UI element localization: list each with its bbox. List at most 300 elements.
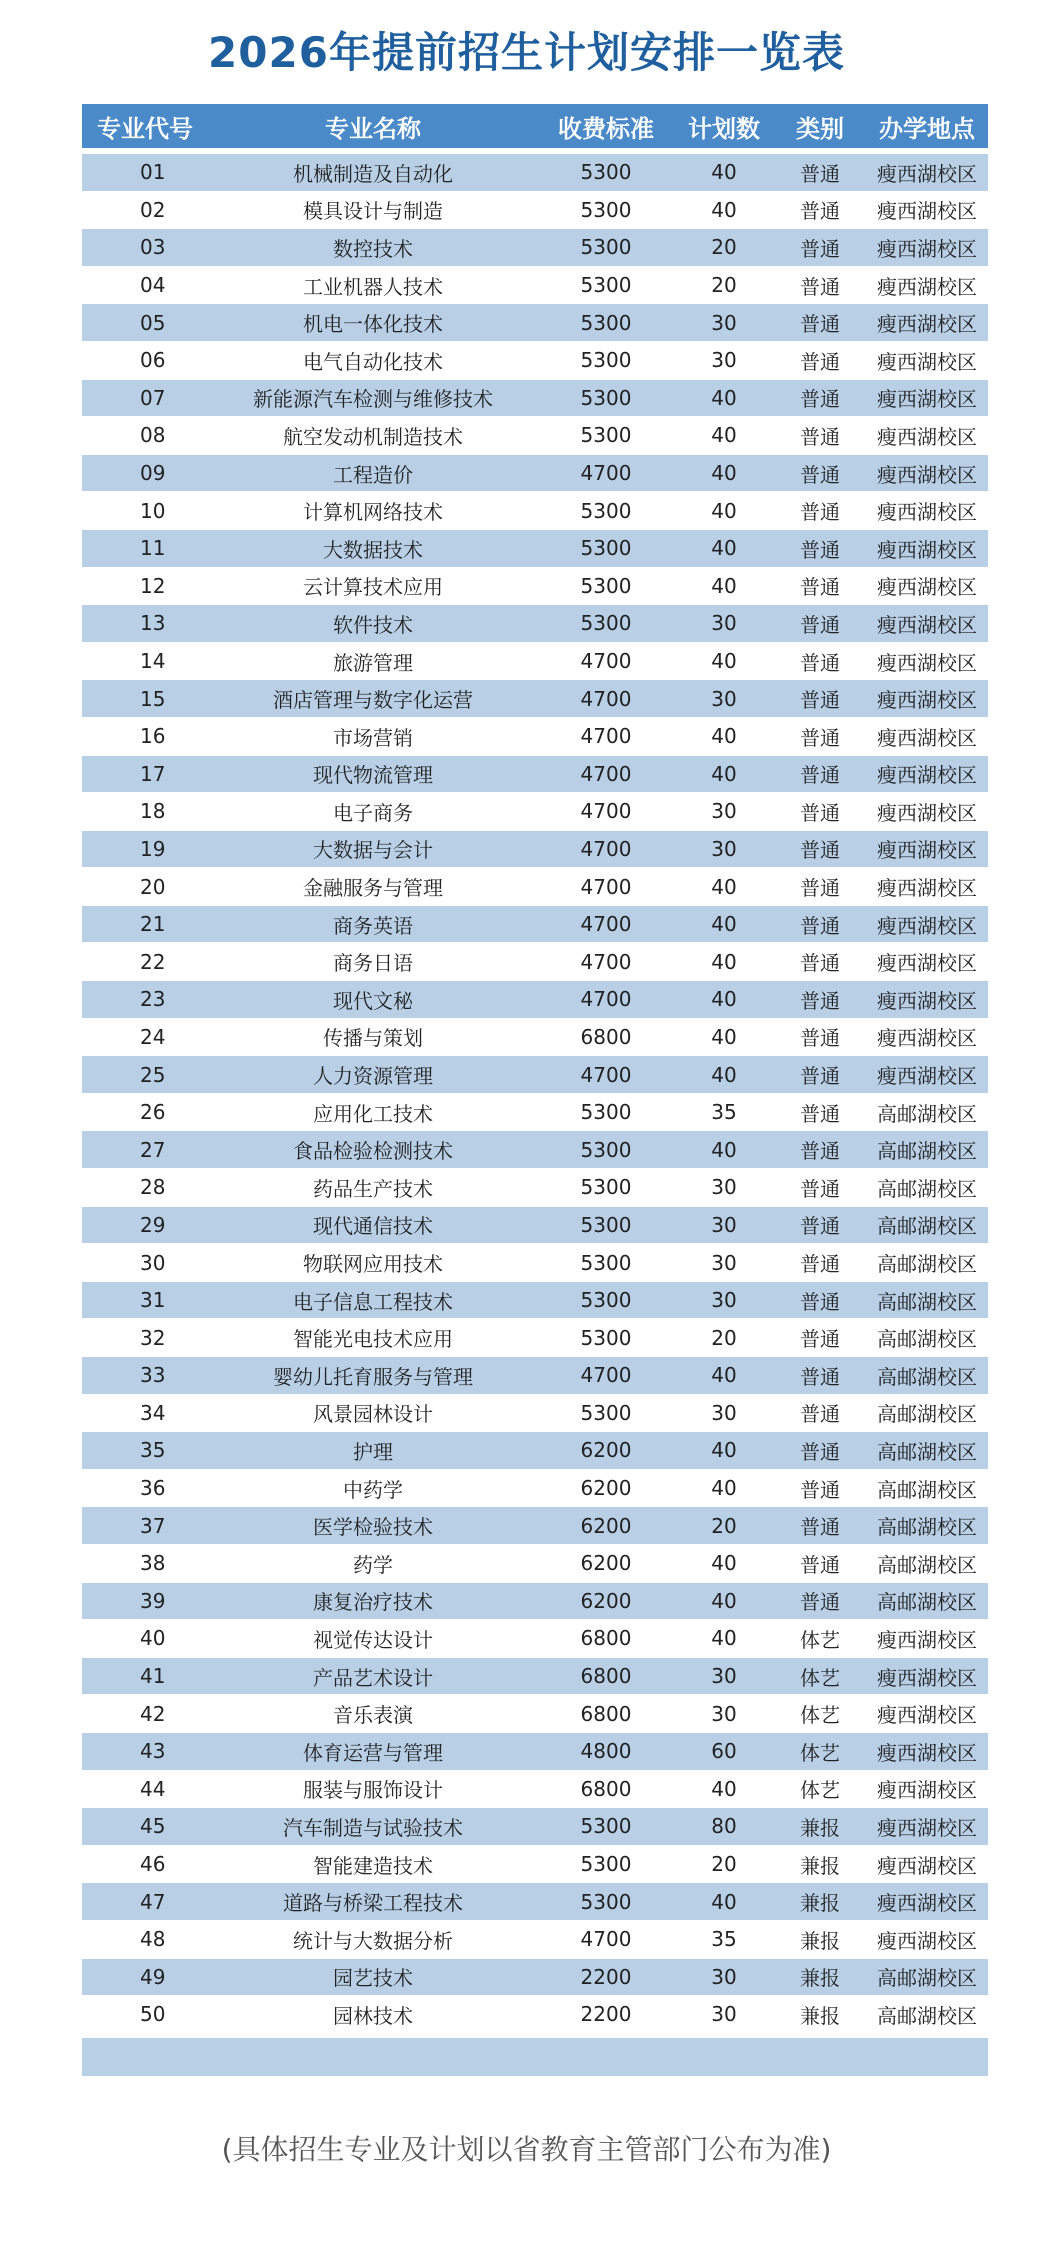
cell-category: 普通	[800, 349, 840, 374]
cell-campus: 瘦西湖校区	[877, 612, 977, 637]
cell-campus: 高邮湖校区	[877, 1139, 977, 1164]
cell-campus: 高邮湖校区	[877, 1327, 977, 1352]
cell-plan-count: 40	[711, 385, 737, 410]
cell-category: 普通	[800, 988, 840, 1013]
cell-fee: 5300	[580, 1250, 632, 1275]
cell-campus: 瘦西湖校区	[877, 161, 977, 186]
cell-major-code: 03	[140, 235, 166, 260]
cell-fee: 5300	[580, 1212, 632, 1237]
cell-plan-count: 40	[711, 461, 737, 486]
cell-major-name: 商务英语	[333, 913, 413, 938]
header-plan-count: 计划数	[688, 114, 760, 143]
cell-category: 普通	[800, 725, 840, 750]
cell-fee: 4700	[580, 949, 632, 974]
cell-category: 普通	[800, 312, 840, 337]
cell-major-name: 电气自动化技术	[303, 349, 443, 374]
cell-fee: 4700	[580, 987, 632, 1012]
cell-plan-count: 40	[711, 724, 737, 749]
cell-fee: 5300	[580, 498, 632, 523]
cell-major-code: 21	[140, 912, 166, 937]
cell-major-name: 婴幼儿托育服务与管理	[273, 1364, 473, 1389]
cell-fee: 6800	[580, 1701, 632, 1726]
cell-fee: 5300	[580, 1325, 632, 1350]
cell-major-name: 视觉传达设计	[313, 1627, 433, 1652]
cell-campus: 高邮湖校区	[877, 1966, 977, 1991]
table-row	[82, 530, 988, 568]
cell-major-name: 音乐表演	[333, 1703, 413, 1728]
cell-major-name: 产品艺术设计	[313, 1665, 433, 1690]
cell-major-code: 46	[140, 1852, 166, 1877]
cell-major-name: 中药学	[343, 1477, 403, 1502]
cell-category: 体艺	[800, 1740, 840, 1765]
table-row	[82, 304, 988, 342]
cell-major-name: 计算机网络技术	[303, 500, 443, 525]
cell-plan-count: 30	[711, 1212, 737, 1237]
cell-fee: 4700	[580, 686, 632, 711]
table-row	[82, 1282, 988, 1320]
table-row	[82, 342, 988, 380]
cell-campus: 高邮湖校区	[877, 1364, 977, 1389]
table-row	[82, 831, 988, 869]
cell-fee: 6200	[580, 1551, 632, 1576]
cell-major-name: 工业机器人技术	[303, 274, 443, 299]
cell-major-name: 酒店管理与数字化运营	[273, 688, 473, 713]
cell-category: 普通	[800, 1515, 840, 1540]
cell-major-name: 软件技术	[333, 612, 413, 637]
cell-major-code: 49	[140, 1964, 166, 1989]
cell-category: 普通	[800, 650, 840, 675]
table-row	[82, 1244, 988, 1282]
cell-plan-count: 40	[711, 1024, 737, 1049]
cell-category: 普通	[800, 575, 840, 600]
cell-fee: 5300	[580, 235, 632, 260]
cell-major-name: 现代文秘	[333, 988, 413, 1013]
cell-category: 体艺	[800, 1778, 840, 1803]
cell-category: 兼报	[800, 1928, 840, 1953]
table-row	[82, 1207, 988, 1245]
cell-major-name: 智能建造技术	[313, 1853, 433, 1878]
cell-fee: 5300	[580, 1175, 632, 1200]
table-row	[82, 1545, 988, 1583]
cell-major-name: 服装与服饰设计	[303, 1778, 443, 1803]
cell-major-name: 市场营销	[333, 725, 413, 750]
cell-plan-count: 20	[711, 1325, 737, 1350]
cell-plan-count: 20	[711, 1513, 737, 1538]
cell-plan-count: 40	[711, 1363, 737, 1388]
cell-category: 普通	[800, 537, 840, 562]
cell-campus: 瘦西湖校区	[877, 688, 977, 713]
cell-campus: 瘦西湖校区	[877, 913, 977, 938]
cell-plan-count: 40	[711, 498, 737, 523]
cell-fee: 4700	[580, 874, 632, 899]
table-row	[82, 492, 988, 530]
cell-major-code: 11	[140, 536, 166, 561]
table-row	[82, 154, 988, 192]
cell-plan-count: 40	[711, 874, 737, 899]
cell-campus: 高邮湖校区	[877, 1439, 977, 1464]
cell-fee: 4700	[580, 649, 632, 674]
cell-campus: 瘦西湖校区	[877, 650, 977, 675]
table-row	[82, 680, 988, 718]
cell-plan-count: 40	[711, 1889, 737, 1914]
cell-plan-count: 40	[711, 761, 737, 786]
table-row	[82, 1658, 988, 1696]
cell-category: 普通	[800, 688, 840, 713]
cell-campus: 瘦西湖校区	[877, 1778, 977, 1803]
cell-campus: 瘦西湖校区	[877, 800, 977, 825]
cell-major-code: 33	[140, 1363, 166, 1388]
cell-category: 普通	[800, 274, 840, 299]
enrollment-plan-table	[82, 104, 988, 2076]
cell-plan-count: 20	[711, 235, 737, 260]
cell-plan-count: 30	[711, 686, 737, 711]
table-row	[82, 267, 988, 305]
cell-plan-count: 40	[711, 1626, 737, 1651]
cell-plan-count: 30	[711, 1250, 737, 1275]
cell-major-code: 06	[140, 348, 166, 373]
cell-campus: 瘦西湖校区	[877, 988, 977, 1013]
cell-major-code: 47	[140, 1889, 166, 1914]
cell-major-code: 43	[140, 1739, 166, 1764]
table-row	[82, 605, 988, 643]
cell-category: 普通	[800, 1026, 840, 1051]
table-row	[82, 1620, 988, 1658]
cell-plan-count: 60	[711, 1739, 737, 1764]
cell-major-name: 体育运营与管理	[303, 1740, 443, 1765]
table-row	[82, 718, 988, 756]
cell-plan-count: 20	[711, 273, 737, 298]
cell-fee: 5300	[580, 310, 632, 335]
cell-category: 兼报	[800, 1891, 840, 1916]
cell-fee: 6800	[580, 1024, 632, 1049]
cell-fee: 6800	[580, 1664, 632, 1689]
cell-major-code: 42	[140, 1701, 166, 1726]
cell-plan-count: 40	[711, 1776, 737, 1801]
cell-major-code: 45	[140, 1814, 166, 1839]
cell-fee: 5300	[580, 423, 632, 448]
header-category: 类别	[796, 114, 844, 143]
cell-plan-count: 35	[711, 1927, 737, 1952]
table-body	[82, 148, 988, 2034]
cell-major-name: 云计算技术应用	[303, 575, 443, 600]
cell-major-code: 08	[140, 423, 166, 448]
cell-plan-count: 30	[711, 799, 737, 824]
cell-plan-count: 30	[711, 1964, 737, 1989]
cell-major-name: 风景园林设计	[313, 1402, 433, 1427]
cell-category: 普通	[800, 1439, 840, 1464]
cell-fee: 5300	[580, 348, 632, 373]
cell-fee: 5300	[580, 197, 632, 222]
cell-campus: 高邮湖校区	[877, 1289, 977, 1314]
table-row	[82, 1432, 988, 1470]
table-row	[82, 1808, 988, 1846]
cell-campus: 瘦西湖校区	[877, 537, 977, 562]
cell-major-name: 大数据技术	[323, 537, 423, 562]
cell-major-code: 32	[140, 1325, 166, 1350]
table-row	[82, 643, 988, 681]
table-row	[82, 380, 988, 418]
cell-major-code: 48	[140, 1927, 166, 1952]
cell-category: 体艺	[800, 1665, 840, 1690]
cell-plan-count: 40	[711, 1137, 737, 1162]
cell-category: 普通	[800, 387, 840, 412]
cell-plan-count: 40	[711, 649, 737, 674]
table-row	[82, 192, 988, 230]
cell-campus: 瘦西湖校区	[877, 1064, 977, 1089]
cell-plan-count: 30	[711, 1400, 737, 1425]
cell-category: 普通	[800, 1101, 840, 1126]
cell-fee: 5300	[580, 573, 632, 598]
cell-major-name: 传播与策划	[323, 1026, 423, 1051]
cell-category: 普通	[800, 236, 840, 261]
cell-fee: 4700	[580, 799, 632, 824]
cell-plan-count: 40	[711, 912, 737, 937]
cell-major-name: 模具设计与制造	[303, 199, 443, 224]
table-row	[82, 1695, 988, 1733]
cell-major-code: 31	[140, 1288, 166, 1313]
table-row	[82, 756, 988, 794]
cell-campus: 瘦西湖校区	[877, 1853, 977, 1878]
cell-campus: 高邮湖校区	[877, 1101, 977, 1126]
cell-major-name: 统计与大数据分析	[293, 1928, 453, 1953]
cell-major-code: 24	[140, 1024, 166, 1049]
cell-major-code: 16	[140, 724, 166, 749]
cell-major-name: 机械制造及自动化	[293, 161, 453, 186]
table-row	[82, 1921, 988, 1959]
cell-major-name: 园艺技术	[333, 1966, 413, 1991]
cell-campus: 瘦西湖校区	[877, 1627, 977, 1652]
cell-category: 兼报	[800, 1815, 840, 1840]
cell-major-code: 04	[140, 273, 166, 298]
cell-major-code: 39	[140, 1588, 166, 1613]
cell-campus: 瘦西湖校区	[877, 199, 977, 224]
table-row	[82, 1056, 988, 1094]
cell-plan-count: 30	[711, 611, 737, 636]
cell-campus: 高邮湖校区	[877, 1214, 977, 1239]
table-row	[82, 1733, 988, 1771]
cell-major-code: 02	[140, 197, 166, 222]
cell-major-name: 大数据与会计	[313, 838, 433, 863]
cell-major-code: 35	[140, 1438, 166, 1463]
cell-plan-count: 30	[711, 2002, 737, 2027]
cell-major-name: 机电一体化技术	[303, 312, 443, 337]
cell-major-code: 38	[140, 1551, 166, 1576]
cell-fee: 6200	[580, 1513, 632, 1538]
cell-major-name: 电子信息工程技术	[293, 1289, 453, 1314]
cell-category: 普通	[800, 1552, 840, 1577]
cell-major-name: 现代通信技术	[313, 1214, 433, 1239]
cell-category: 普通	[800, 800, 840, 825]
cell-fee: 5300	[580, 1889, 632, 1914]
cell-plan-count: 30	[711, 1288, 737, 1313]
header-campus: 办学地点	[879, 114, 975, 143]
cell-category: 普通	[800, 161, 840, 186]
cell-campus: 瘦西湖校区	[877, 1026, 977, 1051]
footnote: (具体招生专业及计划以省教育主管部门公布为准)	[221, 2133, 832, 2166]
cell-plan-count: 40	[711, 1062, 737, 1087]
cell-campus: 瘦西湖校区	[877, 312, 977, 337]
cell-major-code: 30	[140, 1250, 166, 1275]
header-fee: 收费标准	[558, 114, 654, 143]
table-row	[82, 1131, 988, 1169]
cell-plan-count: 40	[711, 1551, 737, 1576]
cell-major-code: 37	[140, 1513, 166, 1538]
cell-category: 普通	[800, 500, 840, 525]
cell-plan-count: 40	[711, 1438, 737, 1463]
cell-category: 普通	[800, 838, 840, 863]
cell-fee: 6800	[580, 1626, 632, 1651]
cell-campus: 瘦西湖校区	[877, 763, 977, 788]
cell-fee: 6200	[580, 1476, 632, 1501]
cell-category: 普通	[800, 1364, 840, 1389]
cell-category: 普通	[800, 913, 840, 938]
cell-category: 普通	[800, 1139, 840, 1164]
cell-campus: 高邮湖校区	[877, 2003, 977, 2028]
cell-major-name: 药品生产技术	[313, 1176, 433, 1201]
cell-category: 普通	[800, 199, 840, 224]
cell-major-name: 康复治疗技术	[313, 1590, 433, 1615]
cell-campus: 瘦西湖校区	[877, 1703, 977, 1728]
cell-fee: 6200	[580, 1588, 632, 1613]
cell-major-name: 人力资源管理	[313, 1064, 433, 1089]
table-row	[82, 1169, 988, 1207]
cell-major-name: 电子商务	[333, 800, 413, 825]
cell-campus: 瘦西湖校区	[877, 1665, 977, 1690]
table-footer-band	[82, 2038, 988, 2076]
table-row	[82, 455, 988, 493]
cell-plan-count: 30	[711, 1664, 737, 1689]
cell-major-name: 现代物流管理	[313, 763, 433, 788]
cell-major-name: 航空发动机制造技术	[283, 424, 463, 449]
cell-major-code: 19	[140, 836, 166, 861]
cell-plan-count: 35	[711, 1100, 737, 1125]
cell-fee: 5300	[580, 611, 632, 636]
cell-fee: 5300	[580, 1100, 632, 1125]
cell-fee: 6800	[580, 1776, 632, 1801]
table-row	[82, 1959, 988, 1997]
cell-major-name: 金融服务与管理	[303, 876, 443, 901]
cell-plan-count: 40	[711, 1588, 737, 1613]
cell-campus: 瘦西湖校区	[877, 500, 977, 525]
cell-campus: 瘦西湖校区	[877, 387, 977, 412]
cell-major-name: 道路与桥梁工程技术	[283, 1891, 463, 1916]
table-row	[82, 1771, 988, 1809]
cell-fee: 4700	[580, 724, 632, 749]
cell-fee: 5300	[580, 536, 632, 561]
table-header	[82, 104, 988, 148]
cell-major-code: 50	[140, 2002, 166, 2027]
cell-major-name: 护理	[353, 1439, 393, 1464]
table-row	[82, 1583, 988, 1621]
cell-plan-count: 40	[711, 573, 737, 598]
page-title: 2026年提前招生计划安排一览表	[208, 28, 845, 77]
table-row	[82, 1357, 988, 1395]
cell-major-code: 01	[140, 160, 166, 185]
table-row	[82, 906, 988, 944]
cell-major-code: 17	[140, 761, 166, 786]
cell-plan-count: 40	[711, 423, 737, 448]
cell-major-code: 10	[140, 498, 166, 523]
header-major-name: 专业名称	[325, 114, 421, 143]
cell-major-name: 医学检验技术	[313, 1515, 433, 1540]
cell-category: 普通	[800, 1176, 840, 1201]
cell-campus: 高邮湖校区	[877, 1252, 977, 1277]
table-row	[82, 981, 988, 1019]
cell-fee: 5300	[580, 1852, 632, 1877]
table-row	[82, 1094, 988, 1132]
cell-fee: 6200	[580, 1438, 632, 1463]
cell-plan-count: 40	[711, 536, 737, 561]
cell-major-code: 18	[140, 799, 166, 824]
cell-campus: 高邮湖校区	[877, 1515, 977, 1540]
cell-plan-count: 30	[711, 348, 737, 373]
cell-category: 普通	[800, 424, 840, 449]
cell-campus: 高邮湖校区	[877, 1176, 977, 1201]
cell-campus: 瘦西湖校区	[877, 951, 977, 976]
cell-campus: 瘦西湖校区	[877, 274, 977, 299]
cell-campus: 瘦西湖校区	[877, 1928, 977, 1953]
cell-campus: 瘦西湖校区	[877, 575, 977, 600]
cell-major-name: 园林技术	[333, 2003, 413, 2028]
cell-plan-count: 80	[711, 1814, 737, 1839]
cell-campus: 瘦西湖校区	[877, 838, 977, 863]
cell-campus: 高邮湖校区	[877, 1590, 977, 1615]
cell-category: 普通	[800, 1402, 840, 1427]
cell-major-code: 12	[140, 573, 166, 598]
cell-fee: 5300	[580, 1400, 632, 1425]
cell-category: 兼报	[800, 2003, 840, 2028]
cell-fee: 5300	[580, 1814, 632, 1839]
cell-fee: 4700	[580, 912, 632, 937]
cell-fee: 2200	[580, 1964, 632, 1989]
table-row	[82, 1846, 988, 1884]
cell-fee: 5300	[580, 1137, 632, 1162]
cell-major-code: 36	[140, 1476, 166, 1501]
cell-category: 普通	[800, 1252, 840, 1277]
table-row	[82, 1996, 988, 2034]
cell-plan-count: 30	[711, 1701, 737, 1726]
cell-campus: 瘦西湖校区	[877, 876, 977, 901]
cell-category: 普通	[800, 1064, 840, 1089]
cell-major-code: 22	[140, 949, 166, 974]
cell-category: 兼报	[800, 1966, 840, 1991]
cell-major-name: 旅游管理	[333, 650, 413, 675]
cell-fee: 5300	[580, 160, 632, 185]
cell-plan-count: 30	[711, 310, 737, 335]
cell-campus: 瘦西湖校区	[877, 349, 977, 374]
cell-fee: 4700	[580, 1927, 632, 1952]
cell-category: 普通	[800, 612, 840, 637]
cell-plan-count: 40	[711, 160, 737, 185]
cell-major-name: 应用化工技术	[313, 1101, 433, 1126]
cell-fee: 4700	[580, 461, 632, 486]
cell-campus: 瘦西湖校区	[877, 725, 977, 750]
cell-major-name: 商务日语	[333, 951, 413, 976]
cell-major-name: 新能源汽车检测与维修技术	[253, 387, 493, 412]
cell-fee: 5300	[580, 385, 632, 410]
table-row	[82, 1395, 988, 1433]
cell-major-code: 28	[140, 1175, 166, 1200]
cell-major-code: 14	[140, 649, 166, 674]
cell-category: 兼报	[800, 1853, 840, 1878]
table-row	[82, 568, 988, 606]
cell-plan-count: 40	[711, 949, 737, 974]
cell-major-code: 20	[140, 874, 166, 899]
cell-major-code: 13	[140, 611, 166, 636]
cell-major-code: 27	[140, 1137, 166, 1162]
cell-major-name: 食品检验检测技术	[293, 1139, 453, 1164]
cell-major-code: 44	[140, 1776, 166, 1801]
